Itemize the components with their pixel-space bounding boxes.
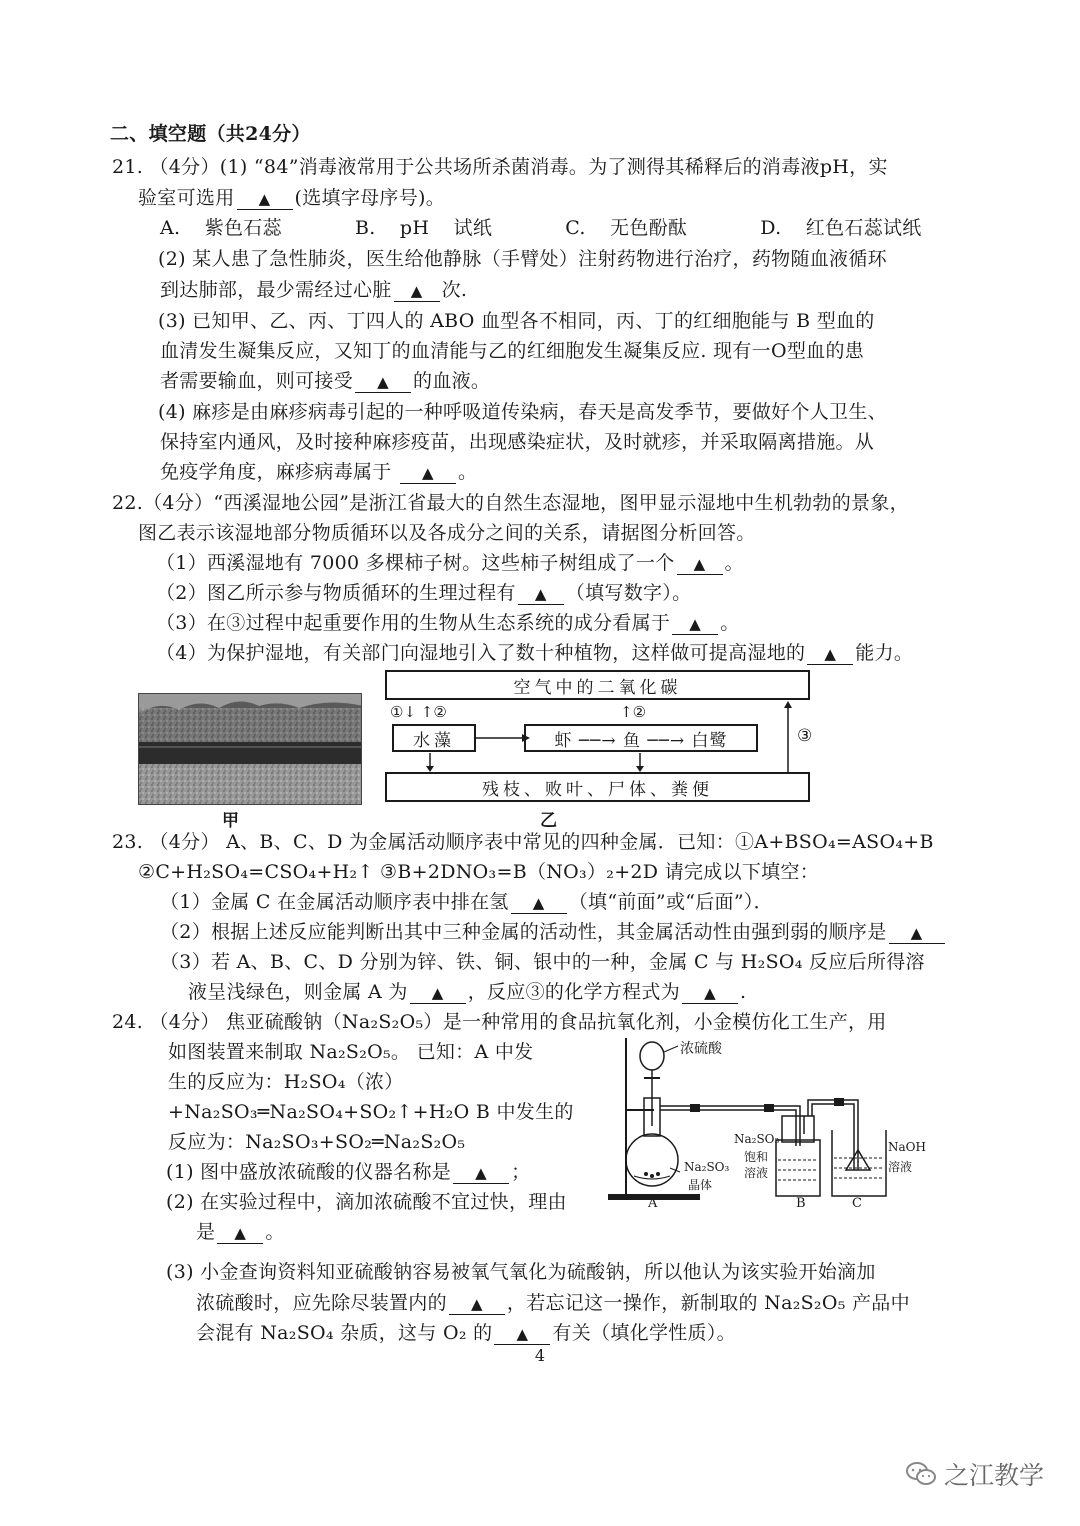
caption-jia: 甲 bbox=[222, 811, 239, 831]
option-d: D. 红色石蕊试纸 bbox=[760, 217, 922, 239]
answer-blank[interactable]: ▲ bbox=[677, 553, 723, 575]
answer-blank[interactable]: ▲ bbox=[807, 643, 853, 665]
q23-p3-line-2: 液呈浅绿色，则金属 A 为 ▲ ，反应③的化学方程式为 ▲ . bbox=[188, 981, 747, 1003]
q23-p3-line-1: （3）若 A、B、C、D 分别为锌、铁、铜、银中的一种，金属 C 与 H₂SO₄ 反应后所得溶 bbox=[160, 951, 925, 973]
answer-blank[interactable]: ▲ bbox=[394, 280, 440, 302]
q21-options bbox=[160, 216, 922, 240]
answer-blank[interactable]: ▲ bbox=[518, 583, 564, 605]
q21-p3-line-2: 血清发生凝集反应，又知丁的血清能与乙的红细胞发生凝集反应. 现有一O型血的患 bbox=[160, 340, 865, 362]
caption-yi: 乙 bbox=[540, 811, 557, 831]
answer-blank[interactable]: ▲ bbox=[672, 613, 718, 635]
watermark-text: 之江教学 bbox=[944, 1461, 1045, 1490]
answer-blank[interactable]: ▲ bbox=[511, 892, 567, 914]
label-a: A bbox=[648, 1196, 658, 1211]
q24-line-1: 24. （4分） 焦亚硫酸钠（Na₂S₂O₅）是一种常用的食品抗氧化剂，小金模仿化工生产，用 bbox=[112, 1011, 887, 1033]
wetland-photo bbox=[138, 693, 362, 805]
label-solid-1: Na₂SO₃ bbox=[684, 1160, 730, 1174]
q21-line-2: 验室可选用 ▲ (选填字母序号)。 bbox=[138, 187, 446, 209]
answer-blank[interactable]: ▲ bbox=[217, 1222, 263, 1244]
q22-p3: （3）在③过程中起重要作用的生物从生态系统的成分看属于 ▲ 。 bbox=[156, 612, 740, 634]
arrow-2-mid: ↑② bbox=[620, 703, 647, 721]
page-number: 4 bbox=[534, 1346, 546, 1365]
section-title: 二、填空题（共24分） bbox=[110, 123, 311, 145]
label-b: B bbox=[796, 1196, 806, 1211]
answer-blank[interactable]: ▲ bbox=[453, 1162, 509, 1184]
label-conc-acid: 浓硫酸 bbox=[680, 1041, 722, 1057]
q21-p3-line-3: 者需要输血，则可接受 ▲ 的血液。 bbox=[160, 370, 491, 392]
q21-p4-line-3: 免疫学角度，麻疹病毒属于 ▲ 。 bbox=[160, 461, 478, 483]
q24-p1: (1) 图中盛放浓硫酸的仪器名称是 ▲ ； bbox=[166, 1161, 531, 1183]
option-c: C. 无色酚酞 bbox=[565, 217, 688, 239]
q24-line-3: 生的反应为：H₂SO₄（浓） bbox=[168, 1071, 404, 1093]
label-solid-2: 晶体 bbox=[688, 1178, 713, 1192]
q21-p4-line-2: 保持室内通风，及时接种麻疹疫苗，出现感染症状，及时就疹，并采取隔离措施。从 bbox=[160, 431, 875, 453]
answer-blank[interactable]: ▲ bbox=[355, 371, 411, 393]
box-food-chain: 虾 ──→ 鱼 ──→ 白鹭 bbox=[524, 724, 758, 752]
q23-line-2: ②C+H₂SO₄=CSO₄+H₂↑ ③B+2DNO₃=B（NO₃）₂+2D 请完成以下填空： bbox=[138, 861, 820, 883]
q21-p3-line-1: (3) 已知甲、乙、丙、丁四人的 ABO 血型各不相同，丙、丁的红细胞能与 B 型血的 bbox=[158, 310, 875, 332]
wechat-icon bbox=[906, 1461, 936, 1487]
box-residue: 残枝、败叶、尸体、粪便 bbox=[385, 772, 810, 802]
q23-line-1: 23. （4分） A、B、C、D 为金属活动顺序表中常见的四种金属．已知：①A+BSO₄=ASO₄+B bbox=[112, 831, 934, 853]
arrow-3-label: ③ bbox=[797, 726, 813, 746]
q22-p1: （1）西溪湿地有 7000 多棵柿子树。这些柿子树组成了一个 ▲ 。 bbox=[156, 552, 744, 574]
q23-p1: （1）金属 C 在金属活动顺序表中排在氢 ▲ （填“前面”或“后面”）． bbox=[160, 891, 773, 913]
label-b-2: 饱和 bbox=[744, 1150, 769, 1164]
q24-line-2: 如图装置来制取 Na₂S₂O₅。 已知：A 中发 bbox=[168, 1041, 534, 1063]
label-c: C bbox=[852, 1196, 862, 1211]
option-b: B. pH 试纸 bbox=[354, 217, 493, 239]
answer-blank[interactable]: ▲ bbox=[494, 1323, 550, 1345]
q24-p3-line-2: 浓硫酸时，应先除尽装置内的 ▲ ，若忘记这一操作，新制取的 Na₂S₂O₅ 产品中 bbox=[196, 1292, 910, 1314]
q24-p2-line-1: (2) 在实验过程中，滴加浓硫酸不宜过快，理由 bbox=[166, 1191, 567, 1213]
q21-line-1: 21. （4分）(1) “84”消毒液常用于公共场所杀菌消毒。为了测得其稀释后的消毒液pH，实 bbox=[112, 156, 888, 178]
label-c-2: 溶液 bbox=[888, 1160, 913, 1174]
answer-blank[interactable]: ▲ bbox=[682, 982, 738, 1004]
q24-line-4: +Na₂SO₃═Na₂SO₄+SO₂↑+H₂O B 中发生的 bbox=[168, 1101, 574, 1123]
q21-p2-line-2: 到达肺部，最少需经过心脏 ▲ 次. bbox=[160, 279, 468, 301]
q22-intro-line-1: 22.（4分）“西溪湿地公园”是浙江省最大的自然生态湿地，图甲显示湿地中生机勃勃的景象， bbox=[112, 492, 909, 514]
q22-p4: （4）为保护湿地，有关部门向湿地引入了数十种植物，这样做可提高湿地的 ▲ 能力。 bbox=[156, 642, 914, 664]
q22-intro-line-2: 图乙表示该湿地部分物质循环以及各成分之间的关系，请据图分析回答。 bbox=[138, 522, 756, 544]
q24-p2-line-2: 是 ▲ 。 bbox=[196, 1221, 285, 1243]
cycle-arrows bbox=[380, 660, 820, 810]
answer-blank[interactable]: ▲ bbox=[449, 1293, 505, 1315]
answer-blank[interactable]: ▲ bbox=[889, 922, 945, 944]
label-c-1: NaOH bbox=[888, 1140, 926, 1154]
q23-p2: （2）根据上述反应能判断出其中三种金属的活动性，其金属活动性由强到弱的顺序是 ▲ bbox=[160, 920, 947, 944]
answer-blank[interactable]: ▲ bbox=[410, 982, 466, 1004]
q21-p4-line-1: (4) 麻疹是由麻疹病毒引起的一种呼吸道传染病，春天是高发季节，要做好个人卫生、 bbox=[158, 401, 887, 423]
q24-line-5: 反应为：Na₂SO₃+SO₂═Na₂S₂O₅ bbox=[168, 1131, 466, 1153]
answer-blank[interactable]: ▲ bbox=[237, 188, 293, 210]
q21-p2-line-1: (2) 某人患了急性肺炎，医生给他静脉（手臂处）注射药物进行治疗，药物随血液循环 bbox=[158, 248, 887, 270]
arrows-1-2: ①↓ ↑② bbox=[390, 703, 447, 721]
box-co2: 空气中的二氧化碳 bbox=[385, 670, 810, 700]
apparatus-diagram bbox=[600, 1034, 930, 1214]
answer-blank[interactable]: ▲ bbox=[400, 462, 456, 484]
q24-p3-line-3: 会混有 Na₂SO₄ 杂质，这与 O₂ 的 ▲ 有关（填化学性质）。 bbox=[196, 1322, 736, 1344]
label-b-3: 溶液 bbox=[744, 1166, 769, 1180]
watermark bbox=[906, 1456, 1044, 1492]
box-algae: 水藻 bbox=[392, 724, 476, 752]
q22-p2: （2）图乙所示参与物质循环的生理过程有 ▲ （填写数字）。 bbox=[156, 582, 692, 604]
q24-p3-line-1: (3) 小金查询资料知亚硫酸钠容易被氧气氧化为硫酸钠，所以他认为该实验开始滴加 bbox=[166, 1261, 876, 1283]
label-b-1: Na₂SO₃ bbox=[734, 1132, 780, 1146]
option-a: A. 紫色石蕊 bbox=[160, 217, 282, 239]
